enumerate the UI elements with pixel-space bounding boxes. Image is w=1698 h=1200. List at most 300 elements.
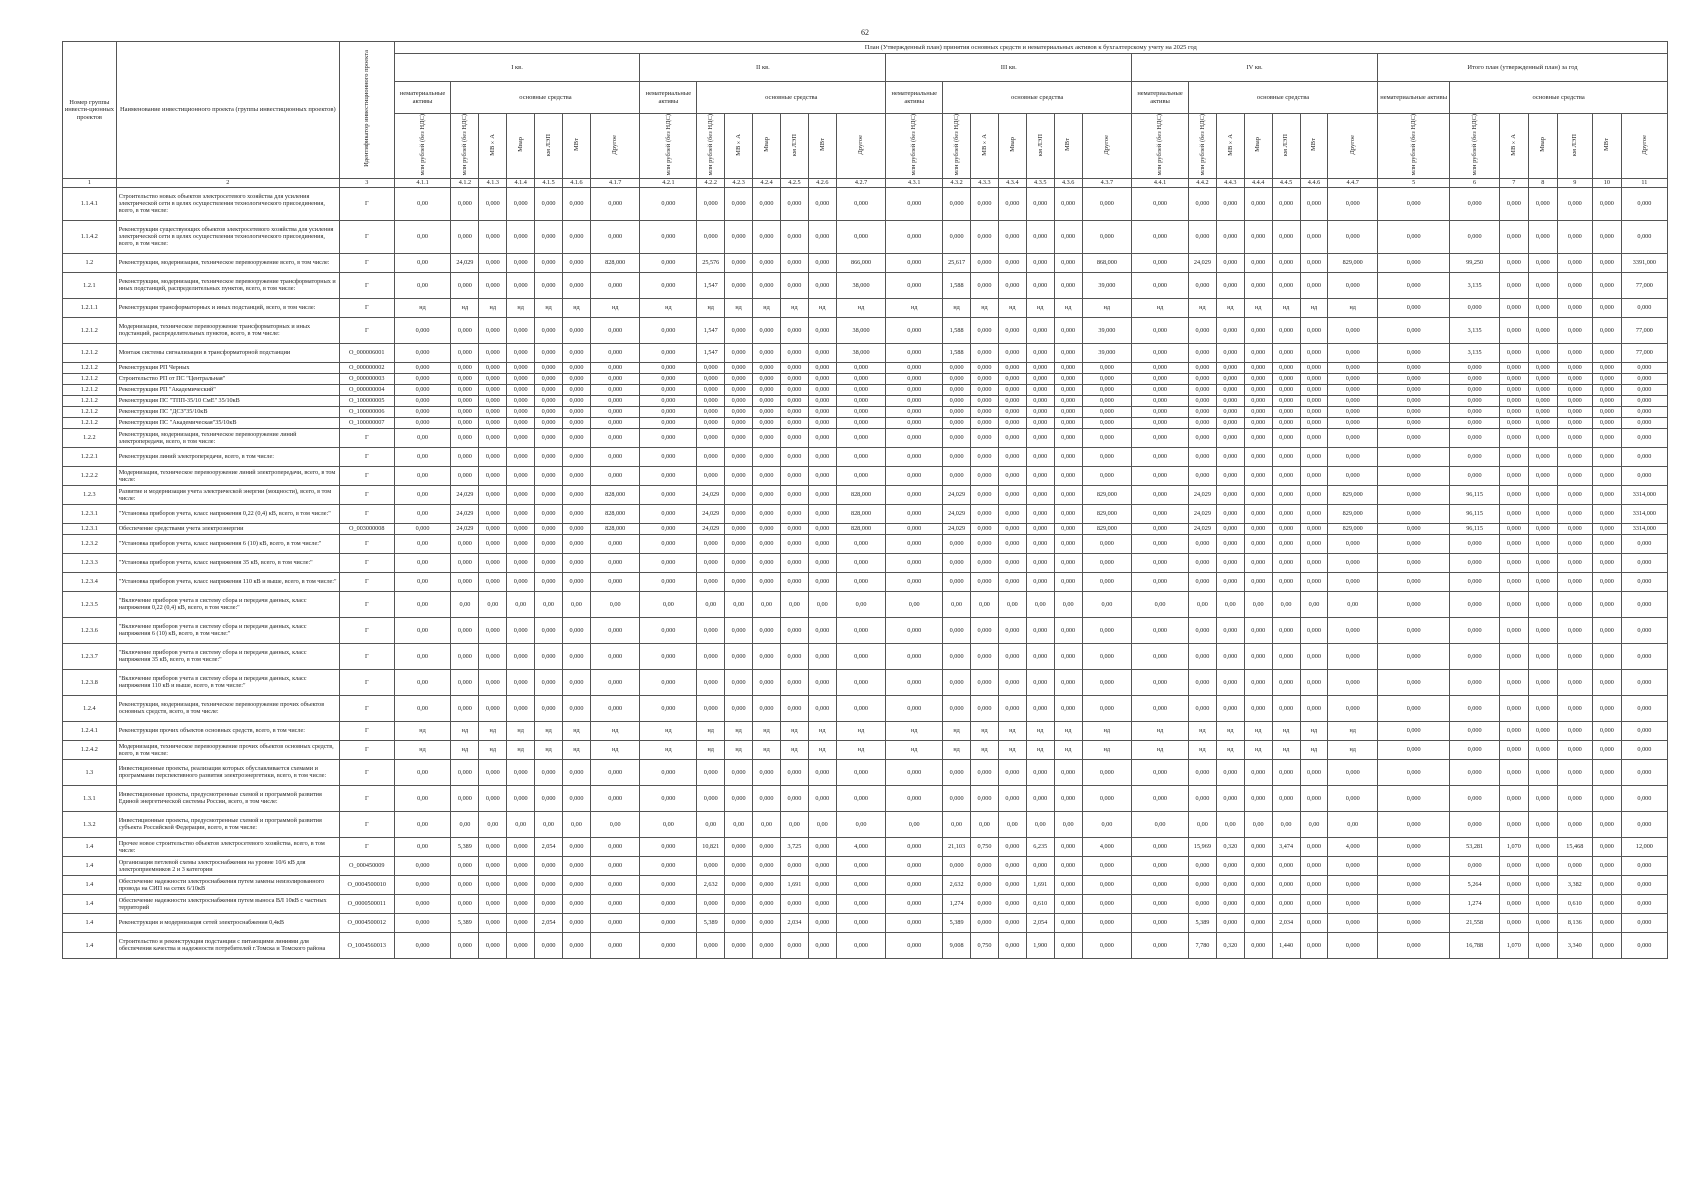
cell-value: 0,000 [1557, 669, 1592, 695]
project-identifier: О_0004500010 [339, 875, 394, 894]
cell-value: 0,000 [535, 875, 563, 894]
cell-value: 0,000 [1054, 272, 1082, 298]
cell-value: нд [507, 740, 535, 759]
cell-value: 0,000 [971, 187, 999, 220]
cell-value: 0,000 [507, 373, 535, 384]
unit-header-text: Другое [1348, 134, 1356, 155]
cell-value: 0,000 [1592, 272, 1621, 298]
cell-value: 0,000 [1300, 343, 1328, 362]
column-number: 4.2.1 [640, 178, 697, 187]
cell-value: 0,000 [998, 856, 1026, 875]
cell-value: 0,000 [1054, 523, 1082, 534]
cell-value: 2,632 [943, 875, 971, 894]
cell-value: 0,000 [1557, 362, 1592, 373]
row-number: 1.3 [63, 759, 117, 785]
cell-value: 0,000 [971, 572, 999, 591]
unit-header-text: Мвар [1008, 137, 1016, 153]
cell-value: 0,000 [886, 837, 943, 856]
cell-value: 0,000 [1082, 856, 1132, 875]
cell-value: 0,000 [1528, 572, 1557, 591]
cell-value: 0,000 [1244, 343, 1272, 362]
cell-value: 0,000 [1592, 759, 1621, 785]
cell-value: 0,000 [1621, 428, 1667, 447]
cell-value: 0,00 [1328, 811, 1378, 837]
cell-value: 0,000 [1272, 253, 1300, 272]
cell-value: 0,000 [1300, 759, 1328, 785]
project-name: Монтаж системы сигнализации в трансформаторной подстанции [116, 343, 339, 362]
cell-value: 0,000 [640, 384, 697, 395]
cell-value: 0,000 [1621, 721, 1667, 740]
cell-value: 0,000 [1272, 856, 1300, 875]
cell-value: 0,000 [563, 428, 591, 447]
cell-value: 0,000 [886, 447, 943, 466]
cell-value: 0,000 [1244, 395, 1272, 406]
cell-value: 0,000 [1592, 253, 1621, 272]
cell-value: 0,000 [753, 272, 781, 298]
cell-value: 0,000 [836, 534, 886, 553]
cell-value: 0,000 [479, 695, 507, 721]
cell-value: 0,000 [1300, 913, 1328, 932]
row-number: 1.2.3.8 [63, 669, 117, 695]
cell-value: 0,000 [1132, 894, 1189, 913]
cell-value: 0,000 [1132, 669, 1189, 695]
cell-value: нд [753, 298, 781, 317]
cell-value: нд [479, 721, 507, 740]
cell-value: 0,000 [1450, 740, 1500, 759]
cell-value: 0,000 [590, 272, 640, 298]
cell-value: 0,000 [1528, 272, 1557, 298]
cell-value: 0,000 [1557, 617, 1592, 643]
cell-value: 0,000 [1450, 785, 1500, 811]
cell-value: 0,000 [836, 913, 886, 932]
cell-value: 0,000 [971, 759, 999, 785]
cell-value: 1,547 [697, 343, 725, 362]
cell-value: 0,000 [753, 417, 781, 428]
cell-value: 0,000 [1026, 373, 1054, 384]
cell-value: 0,00 [394, 534, 451, 553]
cell-value: 0,000 [535, 485, 563, 504]
cell-value: 0,000 [535, 384, 563, 395]
unit-header [1592, 114, 1621, 179]
cell-value: 0,000 [394, 417, 451, 428]
cell-value: 0,000 [1450, 572, 1500, 591]
cell-value: 0,000 [1054, 759, 1082, 785]
cell-value: 0,000 [1528, 932, 1557, 958]
cell-value: нд [1328, 721, 1378, 740]
project-identifier: Г [339, 837, 394, 856]
cell-value: 0,000 [1216, 343, 1244, 362]
column-number: 4.1.3 [479, 178, 507, 187]
cell-value: 0,000 [590, 572, 640, 591]
cell-value: нд [1188, 721, 1216, 740]
cell-value: 0,000 [1054, 395, 1082, 406]
cell-value: 2,054 [535, 837, 563, 856]
cell-value: 0,000 [1244, 362, 1272, 373]
cell-value: 0,000 [640, 417, 697, 428]
cell-value: 0,000 [535, 343, 563, 362]
cell-value: 0,000 [943, 617, 971, 643]
cell-value: 0,000 [1272, 553, 1300, 572]
cell-value: 0,000 [1244, 695, 1272, 721]
cell-value: 0,000 [1216, 384, 1244, 395]
cell-value: 21,103 [943, 837, 971, 856]
cell-value: 0,000 [971, 253, 999, 272]
cell-value: 0,000 [971, 447, 999, 466]
project-identifier: Г [339, 534, 394, 553]
cell-value: 0,000 [808, 695, 836, 721]
project-name: Реконструкция, модернизация, техническое перевооружение трансформаторных и иных подстанций, распределительных пунктов, всего, в том числе: [116, 272, 339, 298]
cell-value: 3,135 [1450, 343, 1500, 362]
cell-value: 0,000 [1054, 669, 1082, 695]
cell-value: 0,000 [808, 913, 836, 932]
cell-value: 0,000 [836, 617, 886, 643]
cell-value: 0,00 [394, 466, 451, 485]
cell-value: 3391,000 [1621, 253, 1667, 272]
cell-value: 0,000 [479, 253, 507, 272]
cell-value: 0,000 [1188, 220, 1216, 253]
cell-value: 0,000 [451, 643, 479, 669]
cell-value: 0,000 [1450, 447, 1500, 466]
cell-value: 0,000 [886, 504, 943, 523]
cell-value: 0,000 [780, 932, 808, 958]
cell-value: нд [998, 721, 1026, 740]
cell-value: 0,000 [1499, 643, 1528, 669]
cell-value: 0,000 [563, 523, 591, 534]
cell-value: 0,000 [1082, 894, 1132, 913]
cell-value: 15,468 [1557, 837, 1592, 856]
cell-value: 0,000 [780, 317, 808, 343]
cell-value: 0,000 [640, 362, 697, 373]
cell-value: 0,000 [479, 317, 507, 343]
cell-value: 0,00 [394, 428, 451, 447]
cell-value: 0,000 [1621, 740, 1667, 759]
cell-value: 0,000 [1328, 343, 1378, 362]
table-row [63, 343, 1668, 362]
cell-value: 8,136 [1557, 913, 1592, 932]
cell-value: 0,000 [1272, 894, 1300, 913]
cell-value: 0,000 [1300, 362, 1328, 373]
cell-value: 0,000 [1528, 553, 1557, 572]
column-number: 4.2.2 [697, 178, 725, 187]
cell-value: 0,000 [640, 428, 697, 447]
cell-value: 0,000 [725, 617, 753, 643]
cell-value: 0,000 [998, 913, 1026, 932]
cell-value: 0,000 [1082, 875, 1132, 894]
cell-value: 0,000 [1132, 913, 1189, 932]
cell-value: 0,000 [886, 373, 943, 384]
cell-value: 0,000 [563, 384, 591, 395]
project-name: "Включение приборов учета в систему сбора и передачи данных, класс напряжения 35 кВ, всего, в том числе:" [116, 643, 339, 669]
cell-value: 0,000 [563, 466, 591, 485]
cell-value: 0,000 [1216, 253, 1244, 272]
cell-value: 0,000 [836, 362, 886, 373]
unit-header-text: млн рублей (без НДС) [1198, 114, 1206, 176]
cell-value: 0,000 [1244, 384, 1272, 395]
unit-header-text: МВ×А [980, 133, 988, 156]
cell-value: 0,000 [886, 669, 943, 695]
cell-value: 0,000 [1272, 395, 1300, 406]
cell-value: 0,000 [1328, 362, 1378, 373]
row-number: 1.2.2.1 [63, 447, 117, 466]
table-row [63, 740, 1668, 759]
cell-value: 0,000 [753, 759, 781, 785]
cell-value: 0,000 [1378, 253, 1450, 272]
cell-value: 24,029 [697, 485, 725, 504]
unit-header-text: млн рублей (без НДС) [1156, 114, 1164, 176]
cell-value: нд [1300, 298, 1328, 317]
cell-value: 0,000 [1450, 466, 1500, 485]
cell-value: 0,000 [590, 406, 640, 417]
cell-value: 0,000 [1300, 837, 1328, 856]
table-row [63, 785, 1668, 811]
cell-value: 0,000 [451, 373, 479, 384]
cell-value: 0,000 [1132, 187, 1189, 220]
cell-value: 0,000 [394, 856, 451, 875]
cell-value: 0,000 [1188, 417, 1216, 428]
cell-value: 0,000 [1528, 523, 1557, 534]
cell-value: 0,000 [1328, 220, 1378, 253]
cell-value: 0,000 [451, 343, 479, 362]
cell-value: 53,281 [1450, 837, 1500, 856]
cell-value: 0,000 [1054, 384, 1082, 395]
cell-value: 0,000 [808, 617, 836, 643]
cell-value: 2,632 [697, 875, 725, 894]
project-name: Обеспечение надежности электроснабжения путем замены неизолированного провода на СИП на сетях 6/10кВ [116, 875, 339, 894]
cell-value: 0,000 [1300, 617, 1328, 643]
cell-value: нд [394, 721, 451, 740]
cell-value: 0,000 [535, 932, 563, 958]
cell-value: 0,000 [1621, 187, 1667, 220]
cell-value: 0,000 [1082, 553, 1132, 572]
intangible-assets-header: нематериальные активы [886, 82, 943, 114]
cell-value: 5,389 [451, 913, 479, 932]
cell-value: 0,000 [640, 395, 697, 406]
cell-value: 828,000 [590, 523, 640, 534]
table-row [63, 721, 1668, 740]
unit-header-text: млн рублей (без НДС) [418, 114, 426, 176]
cell-value: 0,000 [1188, 785, 1216, 811]
cell-value: 0,000 [479, 932, 507, 958]
cell-value: 0,000 [836, 856, 886, 875]
cell-value: 0,000 [886, 187, 943, 220]
cell-value: 0,000 [507, 317, 535, 343]
cell-value: 0,000 [780, 523, 808, 534]
project-identifier: Г [339, 759, 394, 785]
cell-value: 0,000 [1244, 913, 1272, 932]
cell-value: нд [1244, 740, 1272, 759]
cell-value: 0,000 [1378, 187, 1450, 220]
cell-value: 24,029 [451, 504, 479, 523]
cell-value: 0,000 [640, 317, 697, 343]
cell-value: 0,000 [1188, 875, 1216, 894]
cell-value: 0,000 [1592, 373, 1621, 384]
cell-value: нд [1300, 740, 1328, 759]
cell-value: 0,000 [998, 272, 1026, 298]
unit-header [1499, 114, 1528, 179]
cell-value: 0,000 [1621, 811, 1667, 837]
cell-value: 0,000 [1054, 894, 1082, 913]
cell-value: 0,000 [1026, 523, 1054, 534]
cell-value: 2,054 [1026, 913, 1054, 932]
cell-value: 0,000 [998, 253, 1026, 272]
cell-value: 0,000 [1592, 523, 1621, 534]
cell-value: 0,000 [1216, 417, 1244, 428]
cell-value: 0,000 [1132, 932, 1189, 958]
cell-value: 0,000 [1499, 572, 1528, 591]
cell-value: 0,000 [998, 417, 1026, 428]
cell-value: 0,00 [394, 617, 451, 643]
cell-value: 0,000 [1328, 785, 1378, 811]
cell-value: 0,000 [1272, 272, 1300, 298]
cell-value: 0,000 [808, 669, 836, 695]
cell-value: нд [479, 740, 507, 759]
cell-value: 0,000 [451, 362, 479, 373]
cell-value: 0,00 [394, 643, 451, 669]
cell-value: нд [886, 298, 943, 317]
cell-value: 0,000 [808, 395, 836, 406]
cell-value: 0,000 [1026, 553, 1054, 572]
cell-value: 0,000 [451, 669, 479, 695]
cell-value: 0,000 [971, 485, 999, 504]
cell-value: 0,000 [1450, 395, 1500, 406]
cell-value: 0,000 [1557, 253, 1592, 272]
cell-value: 0,000 [1188, 406, 1216, 417]
cell-value: 0,000 [1216, 317, 1244, 343]
cell-value: 0,000 [753, 187, 781, 220]
table-row [63, 643, 1668, 669]
cell-value: 0,000 [836, 553, 886, 572]
cell-value: 0,000 [998, 553, 1026, 572]
table-row [63, 759, 1668, 785]
unit-header [507, 114, 535, 179]
cell-value: 0,000 [1054, 837, 1082, 856]
cell-value: 0,000 [1621, 643, 1667, 669]
unit-header [971, 114, 999, 179]
project-identifier: Г [339, 669, 394, 695]
cell-value: 0,000 [1054, 572, 1082, 591]
cell-value: 0,000 [1378, 591, 1450, 617]
cell-value: 0,000 [943, 406, 971, 417]
cell-value: 0,00 [971, 591, 999, 617]
cell-value: 0,000 [886, 343, 943, 362]
cell-value: 0,000 [535, 695, 563, 721]
cell-value: 0,000 [836, 669, 886, 695]
cell-value: 0,000 [998, 894, 1026, 913]
cell-value: 0,000 [886, 428, 943, 447]
cell-value: 0,000 [1300, 669, 1328, 695]
unit-header-text: Мвар [1539, 137, 1547, 153]
cell-value: 0,000 [1528, 447, 1557, 466]
cell-value: 0,000 [808, 447, 836, 466]
cell-value: 0,000 [1528, 187, 1557, 220]
cell-value: 0,00 [1082, 811, 1132, 837]
cell-value: 0,000 [1132, 856, 1189, 875]
cell-value: 0,000 [971, 617, 999, 643]
column-number: 4.1.4 [507, 178, 535, 187]
cell-value: 0,000 [507, 875, 535, 894]
row-number: 1.2.4.2 [63, 740, 117, 759]
project-identifier: О_0000500011 [339, 894, 394, 913]
cell-value: 0,000 [1054, 466, 1082, 485]
cell-value: 0,000 [1244, 272, 1272, 298]
cell-value: 0,00 [1026, 811, 1054, 837]
cell-value: 24,029 [697, 504, 725, 523]
cell-value: 0,000 [563, 504, 591, 523]
cell-value: нд [1328, 298, 1378, 317]
cell-value: 0,000 [1621, 695, 1667, 721]
project-name: Реконструкция, модернизация, техническое перевооружение линий электропередачи, всего, в том числе: [116, 428, 339, 447]
cell-value: 0,000 [479, 395, 507, 406]
cell-value: 0,000 [1328, 187, 1378, 220]
cell-value: 0,000 [836, 417, 886, 428]
cell-value: 0,000 [1378, 643, 1450, 669]
intangible-assets-header: нематериальные активы [1378, 82, 1450, 114]
cell-value: 0,000 [1450, 428, 1500, 447]
project-identifier: Г [339, 317, 394, 343]
cell-value: 0,000 [479, 785, 507, 811]
cell-value: 0,000 [725, 913, 753, 932]
column-number: 4.1.7 [590, 178, 640, 187]
cell-value: 866,000 [836, 253, 886, 272]
cell-value: 0,000 [590, 932, 640, 958]
cell-value: 0,000 [1557, 553, 1592, 572]
cell-value: 0,000 [535, 894, 563, 913]
cell-value: нд [1300, 721, 1328, 740]
cell-value: 0,000 [753, 343, 781, 362]
cell-value: 0,000 [1132, 572, 1189, 591]
cell-value: 0,000 [1132, 417, 1189, 428]
unit-header [1026, 114, 1054, 179]
unit-header-text: МВт [1310, 138, 1318, 152]
cell-value: 0,000 [780, 220, 808, 253]
cell-value: 0,000 [1300, 894, 1328, 913]
unit-header-text: МВт [572, 138, 580, 152]
cell-value: 1,070 [1499, 932, 1528, 958]
cell-value: 0,000 [1557, 856, 1592, 875]
cell-value: 0,000 [725, 384, 753, 395]
cell-value: 0,000 [535, 253, 563, 272]
cell-value: 1,274 [943, 894, 971, 913]
table-row [63, 485, 1668, 504]
cell-value: 0,000 [943, 362, 971, 373]
cell-value: 0,000 [394, 343, 451, 362]
cell-value: 0,000 [1132, 617, 1189, 643]
cell-value: 0,000 [1557, 428, 1592, 447]
row-number: 1.2.1 [63, 272, 117, 298]
cell-value: 0,000 [1528, 721, 1557, 740]
cell-value: 0,000 [943, 572, 971, 591]
cell-value: 0,000 [535, 447, 563, 466]
cell-value: 0,00 [1272, 591, 1300, 617]
cell-value: 0,000 [1272, 504, 1300, 523]
row-number: 1.2.2 [63, 428, 117, 447]
cell-value: 0,000 [1216, 913, 1244, 932]
table-row [63, 913, 1668, 932]
row-number: 1.2.3.6 [63, 617, 117, 643]
cell-value: 0,000 [1188, 669, 1216, 695]
cell-value: 0,000 [1082, 785, 1132, 811]
cell-value: 0,000 [640, 485, 697, 504]
project-identifier: О_000450009 [339, 856, 394, 875]
column-number: 4.4.3 [1216, 178, 1244, 187]
cell-value: 0,000 [998, 395, 1026, 406]
cell-value: 0,000 [808, 317, 836, 343]
cell-value: 39,000 [1082, 317, 1132, 343]
column-number: 4.2.7 [836, 178, 886, 187]
unit-header-text: млн рублей (без НДС) [461, 114, 469, 176]
cell-value: 0,000 [563, 913, 591, 932]
cell-value: 0,000 [590, 362, 640, 373]
